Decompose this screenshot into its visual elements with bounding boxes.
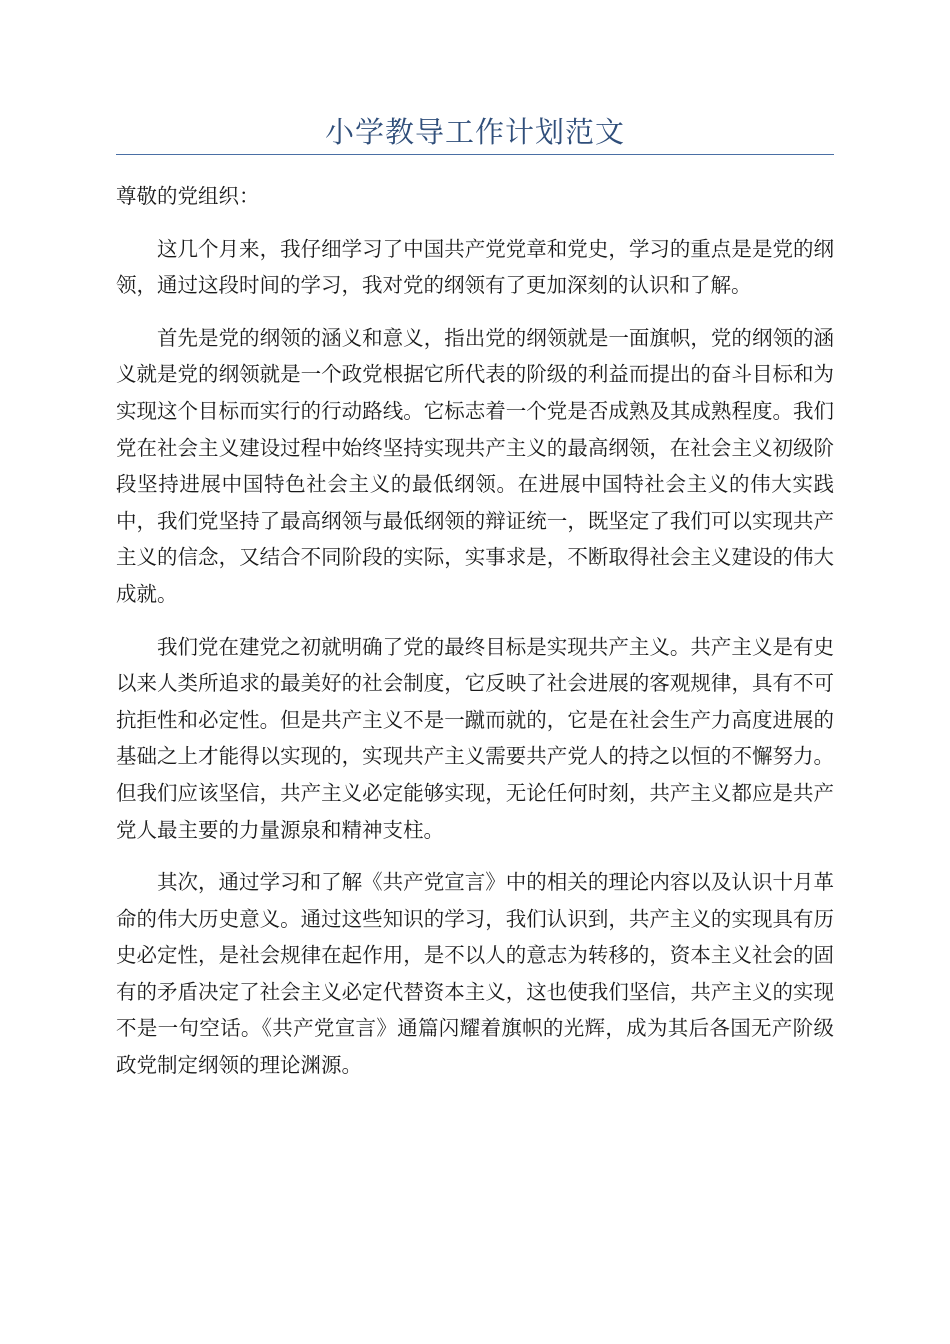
document-title: 小学教导工作计划范文 <box>324 115 625 149</box>
title-underline <box>116 154 834 155</box>
paragraph-1: 这几个月来，我仔细学习了中国共产党党章和党史，学习的重点是是党的纲领，通过这段时间的学习，我对党的纲领有了更加深刻的认识和了解。 <box>116 236 834 298</box>
greeting: 尊敬的党组织： <box>116 184 260 208</box>
paragraph-3: 我们党在建党之初就明确了党的最终目标是实现共产主义。共产主义是有史以来人类所追求的最美好的社会制度，它反映了社会进展的客观规律，具有不可抗拒性和必定性。但是共产主义不是一蹴而就的，它是在社会生产力高度进展的基础之上才能得以实现的，实现共产主义需要共产党人的持之以恒的不懈努力。但我们应该坚信，共产主义必定能够实现，无论任何时刻，共产主义都应是共产党人最主要的力量源泉和精神支柱。 <box>116 634 834 842</box>
paragraph-2: 首先是党的纲领的涵义和意义，指出党的纲领就是一面旗帜，党的纲领的涵义就是党的纲领就是一个政党根据它所代表的阶级的利益而提出的奋斗目标和为实现这个目标而实行的行动路线。它标志着一个党是否成熟及其成熟程度。我们党在社会主义建设过程中始终坚持实现共产主义的最高纲领，在社会主义初级阶段坚持进展中国特色社会主义的最低纲领。在进展中国特社会主义的伟大实践中，我们党坚持了最高纲领与最低纲领的辩证统一，既坚定了我们可以实现共产主义的信念，又结合不同阶段的实际，实事求是，不断取得社会主义建设的伟大成就。 <box>116 325 834 606</box>
paragraph-4: 其次，通过学习和了解《共产党宣言》中的相关的理论内容以及认识十月革命的伟大历史意义。通过这些知识的学习，我们认识到，共产主义的实现具有历史必定性，是社会规律在起作用，是不以人的意志为转移的，资本主义社会的固有的矛盾决定了社会主义必定代替资本主义，这也使我们坚信，共产主义的实现不是一句空话。《共产党宣言》通篇闪耀着旗帜的光辉，成为其后各国无产阶级政党制定纲领的理论渊源。 <box>116 870 834 1078</box>
document-body <box>116 178 834 1100</box>
